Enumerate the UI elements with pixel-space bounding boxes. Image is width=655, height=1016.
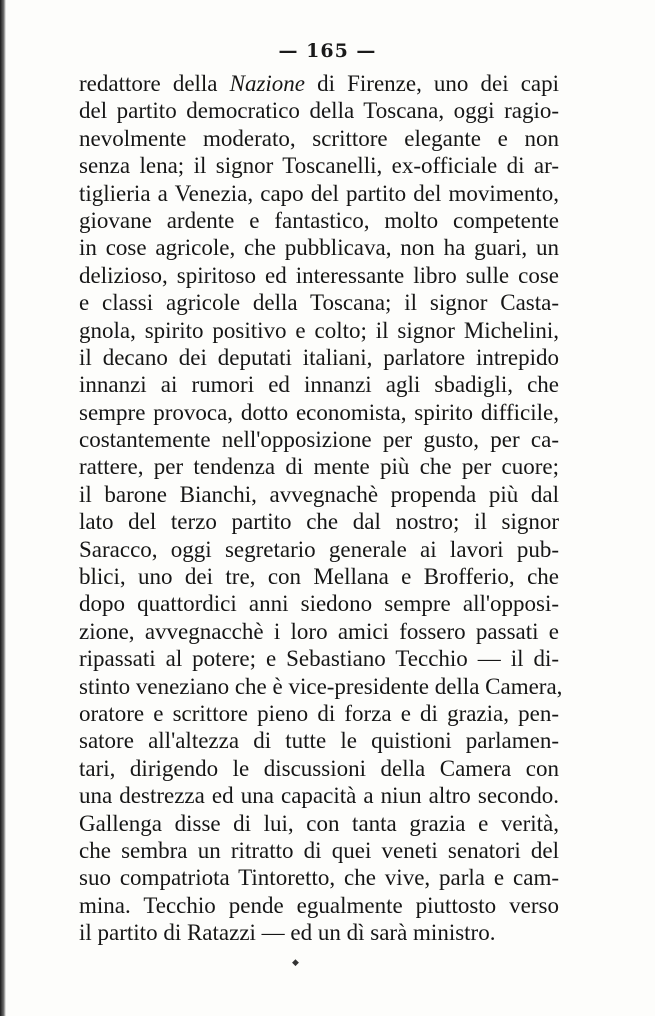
text-line: tari, dirigendo le discussioni della Camera con [79, 755, 559, 781]
text-line: mina. Tecchio pende egualmente piuttosto verso [79, 892, 559, 918]
binding-edge [0, 0, 6, 1016]
text-line: e classi agricole della Toscana; il signor Casta- [79, 290, 559, 316]
text-line: innanzi ai rumori ed innanzi agli sbadigli, che [79, 372, 559, 398]
text-line: Saracco, oggi segretario generale ai lavori pub- [79, 536, 559, 562]
text-line: una destrezza ed una capacità a niun altro secondo. [79, 783, 559, 809]
text-line: lato del terzo partito che dal nostro; il signor [79, 509, 559, 535]
text-line: sempre provoca, dotto economista, spirito difficile, [79, 399, 559, 425]
text-line: dopo quattordici anni siedono sempre all'opposi- [79, 591, 559, 617]
text-line: satore all'altezza di tutte le quistioni parlamen- [79, 728, 559, 754]
text-line: tiglieria a Venezia, capo del partito del movimento, [79, 180, 559, 206]
text-line: giovane ardente e fantastico, molto competente [79, 207, 559, 233]
text-line-last: il partito di Ratazzi — ed un dì sarà ministro. [79, 920, 496, 946]
text-line: in cose agricole, che pubblicava, non ha guari, un [79, 235, 559, 261]
text-line: il barone Bianchi, avvegnachè propenda più dal [79, 481, 559, 507]
text-line: oratore e scrittore pieno di forza e di grazia, pen- [79, 700, 559, 726]
text-line: del partito democratico della Toscana, oggi ragio- [79, 98, 559, 124]
text-line: che sembra un ritratto di quei veneti senatori del [79, 837, 559, 863]
body-text [79, 70, 563, 947]
page-number: — 165 — [278, 40, 377, 62]
text-line: senza lena; il signor Toscanelli, ex-officiale di ar- [79, 153, 559, 179]
text-line: il decano dei deputati italiani, parlatore intrepido [79, 344, 559, 370]
text-line: zione, avvegnacchè i loro amici fossero passati e [79, 618, 559, 644]
text-line: nevolmente moderato, scrittore elegante e non [79, 125, 559, 151]
text-line: gnola, spirito positivo e colto; il signor Michelini, [79, 317, 559, 343]
text-line: ripassati al potere; e Sebastiano Tecchio — il di- [79, 646, 559, 672]
text-line: stinto veneziano che è vice-presidente della Camera, [79, 673, 563, 699]
text-line: redattore della Nazione di Firenze, uno dei capi [79, 71, 560, 96]
text-line: Gallenga disse di lui, con tanta grazia e verità, [79, 810, 559, 836]
text-line: blici, uno dei tre, con Mellana e Brofferio, che [79, 564, 559, 590]
newspaper-title: Nazione [229, 71, 306, 96]
text-line: delizioso, spiritoso ed interessante libro sulle cose [79, 262, 559, 288]
text-line: costantemente nell'opposizione per gusto, per ca- [79, 427, 559, 453]
text-line: rattere, per tendenza di mente più che per cuore; [79, 454, 559, 480]
ink-speck-ornament: ◆ [292, 958, 299, 968]
text-line: suo compatriota Tintoretto, che vive, parla e cam- [79, 865, 559, 891]
